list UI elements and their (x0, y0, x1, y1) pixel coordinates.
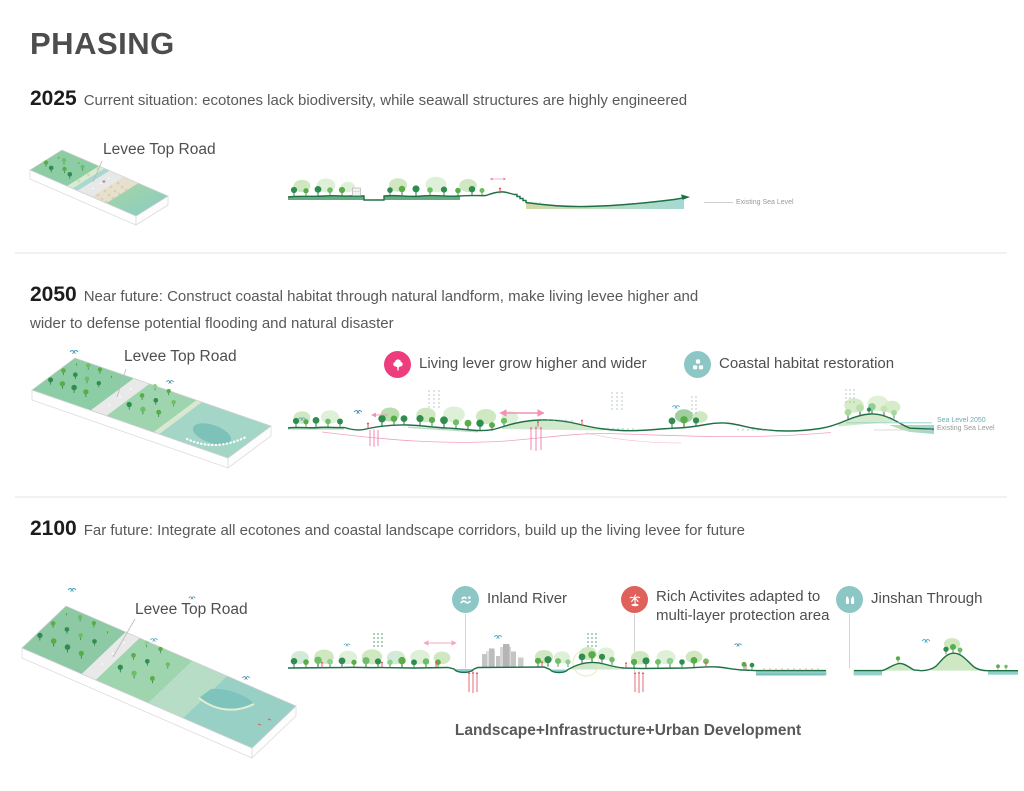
levee-section-2100 (286, 630, 1020, 702)
palm-icon (621, 586, 648, 613)
section-divider-1 (15, 252, 1007, 254)
levee-section-2025 (286, 166, 710, 224)
section-divider-2 (15, 496, 1007, 498)
legend-rich-activities-label: Rich Activites adapted to multi-layer protection area (656, 588, 830, 624)
phase-2050-description: Near future: Construct coastal habitat through natural landform, make living levee higher and wider to defense potential flooding and natural disaster (30, 288, 699, 332)
river-icon (452, 586, 479, 613)
levee-top-road-label-2025: Levee Top Road (103, 141, 216, 158)
sea-level-2050-label: Sea Level 2050 (937, 417, 986, 424)
legend-rich-activities (621, 586, 840, 626)
phase-2100-heading (30, 513, 830, 546)
legend-living-levee-label: Living lever grow higher and wider (419, 355, 647, 373)
legend-living-levee (384, 351, 647, 378)
legend-habitat (684, 351, 894, 378)
phase-2050-heading (30, 279, 735, 335)
phase-2100-description: Far future: Integrate all ecotones and coastal landscape corridors, build up the living levee for future (83, 522, 745, 539)
habitat-icon (684, 351, 711, 378)
strait-icon (836, 586, 863, 613)
section-caption-2100: Landscape+Infrastructure+Urban Development (454, 722, 802, 739)
phase-2050-year: 2050 (30, 283, 77, 306)
tree-icon (384, 351, 411, 378)
phase-2100-year: 2100 (30, 517, 77, 540)
sea-level-leader-2025 (704, 202, 733, 203)
phase-2025-description: Current situation: ecotones lack biodiversity, while seawall structures are highly engineered (83, 92, 688, 109)
legend-jinshan-through-label: Jinshan Through (871, 590, 983, 608)
page-title: PHASING (30, 26, 175, 61)
phase-2025-year: 2025 (30, 87, 77, 110)
levee-top-road-label-2050: Levee Top Road (124, 348, 237, 365)
legend-jinshan-through (836, 586, 982, 613)
phase-2025-heading (30, 83, 810, 116)
existing-sea-level-label-2050: Existing Sea Level (937, 425, 995, 432)
levee-top-road-label-2100: Levee Top Road (135, 601, 248, 618)
legend-habitat-label: Coastal habitat restoration (719, 355, 895, 373)
levee-section-2050 (286, 388, 934, 460)
legend-inland-river-label: Inland River (487, 590, 568, 608)
legend-inland-river (452, 586, 567, 613)
existing-sea-level-label-2025: Existing Sea Level (736, 199, 794, 206)
